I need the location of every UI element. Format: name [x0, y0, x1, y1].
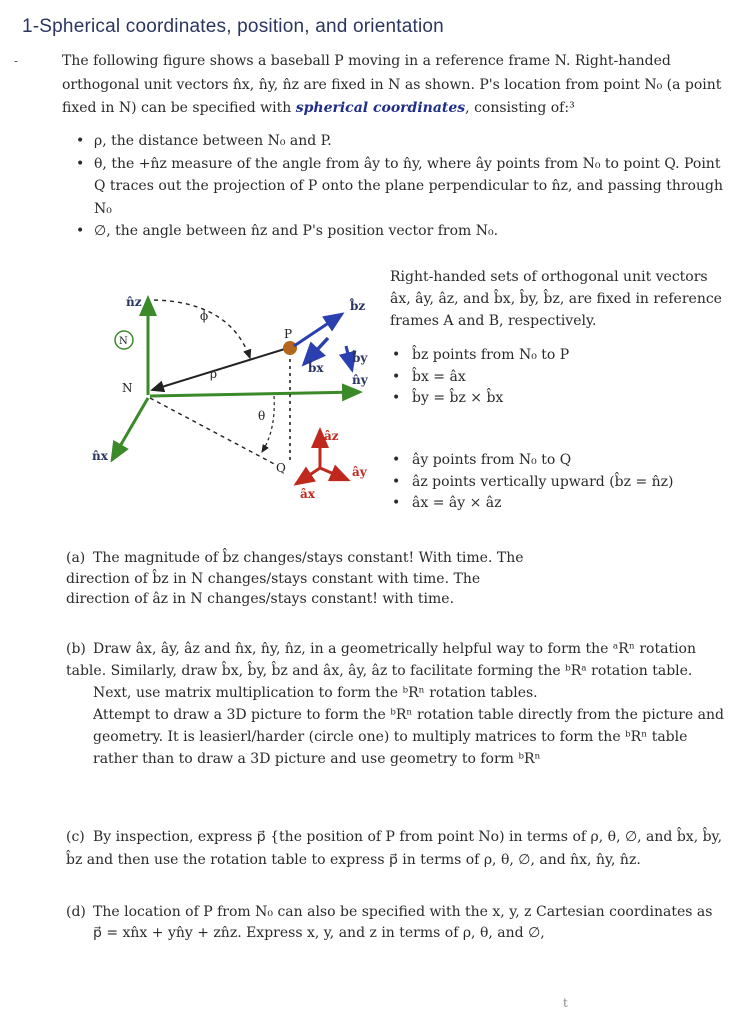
ay-vector — [320, 468, 348, 480]
question-a-text: The magnitude of b̂z changes/stays constant! With time. The direction of b̂z in N changes/stays constant with time. The direction of âz in N changes/stays constant! with time. — [66, 550, 524, 607]
question-a-label: (a) — [66, 550, 86, 566]
question-d-equation: p⃗ = xn̂x + yn̂y + zn̂z. Express x, y, and z in terms of ρ, θ, and ∅, — [93, 924, 545, 941]
a-frame-list — [390, 450, 730, 515]
definition-theta: • θ, the +n̂z measure of the angle from ây to n̂y, where ây points from N₀ to point Q. Point Q traces out the projection of P onto the plane perpendicular to n̂z, and passing through N₀ — [74, 153, 734, 221]
question-b-p1: Draw âx, ây, âz and n̂x, n̂y, n̂z, in a geometrically helpful way to form the ᵃRⁿ rotation table. Similarly, draw b̂x, b̂y, b̂z and âx, ây, âz to facilitate forming the ᵇRᵃ rotation table. — [66, 641, 696, 679]
bz-vector — [294, 314, 342, 346]
b-frame-list — [390, 345, 730, 410]
theta-arc — [262, 396, 274, 452]
label-phi: ϕ — [200, 309, 209, 323]
list-marker: - — [14, 54, 19, 68]
label-az: âz — [324, 429, 339, 443]
intro-term: spherical coordinates — [295, 100, 466, 116]
question-c-label: (c) — [66, 829, 85, 845]
question-d — [66, 902, 750, 943]
b-bullet: • b̂x = âx — [390, 367, 730, 389]
geometry-figure — [90, 280, 380, 520]
label-ay: ây — [352, 465, 367, 479]
baseball-p — [283, 341, 297, 355]
question-b-p2: Next, use matrix multiplication to form the ᵇRⁿ rotation tables. — [93, 685, 538, 701]
label-ny: n̂y — [352, 373, 368, 387]
label-n-circle: N — [119, 336, 128, 347]
label-bx: b̂x — [308, 361, 324, 375]
frame-description: Right-handed sets of orthogonal unit vectors âx, ây, âz, and b̂x, b̂y, b̂z, are fixed in reference frames A and B, respectively. — [390, 269, 722, 329]
question-a — [66, 548, 536, 610]
definition-rho: • ρ, the distance between N₀ and P. — [74, 130, 734, 153]
question-c-text: By inspection, express p⃗ {the position of P from point No) in terms of ρ, θ, ∅, and b̂x, b̂y, b̂z and then use the rotation table to express p⃗ in terms of ρ, θ, ∅, and n̂x, n̂y, n̂z. — [66, 829, 723, 868]
question-d-text: The location of P from N₀ can also be specified with the x, y, z Cartesian coordinates as — [93, 904, 713, 920]
label-theta: θ — [258, 409, 266, 423]
question-b-p3: Attempt to draw a 3D picture to form the ᵇRⁿ rotation table directly from the picture and geometry. It is leasierl/harder (circle one) to multiply matrices to form the ᵇRⁿ table rather than to draw a 3D picture and use geometry to form ᵇRⁿ — [93, 707, 724, 767]
page-footer: t — [563, 996, 568, 1010]
a-bullet: • âz points vertically upward (b̂z = n̂z) — [390, 472, 730, 494]
intro-paragraph — [62, 50, 732, 121]
ny-axis — [150, 392, 360, 396]
question-d-label: (d) — [66, 904, 86, 920]
label-nx: n̂x — [92, 449, 108, 463]
a-bullet: • âx = ây × âz — [390, 493, 730, 515]
page-title: 1-Spherical coordinates, position, and orientation — [22, 16, 444, 37]
intro-tail: , consisting of:³ — [465, 100, 575, 116]
b-bullet: • b̂y = b̂z × b̂x — [390, 388, 730, 410]
nx-axis — [112, 398, 148, 460]
label-p: P — [284, 327, 293, 341]
b-bullet: • b̂z points from N₀ to P — [390, 345, 730, 367]
label-n: N — [122, 381, 133, 395]
label-nz: n̂z — [126, 295, 142, 309]
label-q: Q — [276, 461, 286, 475]
label-ax: âx — [300, 487, 315, 501]
definition-phi: • ∅, the angle between n̂z and P's position vector from N₀. — [74, 220, 734, 243]
question-c — [66, 826, 730, 871]
rho-vector — [152, 348, 288, 390]
definition-list — [74, 130, 734, 243]
intro-text: The following figure shows a baseball P moving in a reference frame N. Right-handed orthogonal unit vectors n̂x, n̂y, n̂z are fixed in N as shown. P's location from point N₀ (a point fixed in N) can be specified with — [62, 53, 722, 116]
a-bullet: • ây points from N₀ to Q — [390, 450, 730, 472]
ax-vector — [296, 468, 320, 484]
label-bz: b̂z — [350, 299, 366, 313]
question-b-label: (b) — [66, 641, 86, 657]
question-b — [66, 638, 730, 770]
label-by: b̂y — [352, 351, 368, 365]
label-rho: ρ — [210, 367, 218, 381]
